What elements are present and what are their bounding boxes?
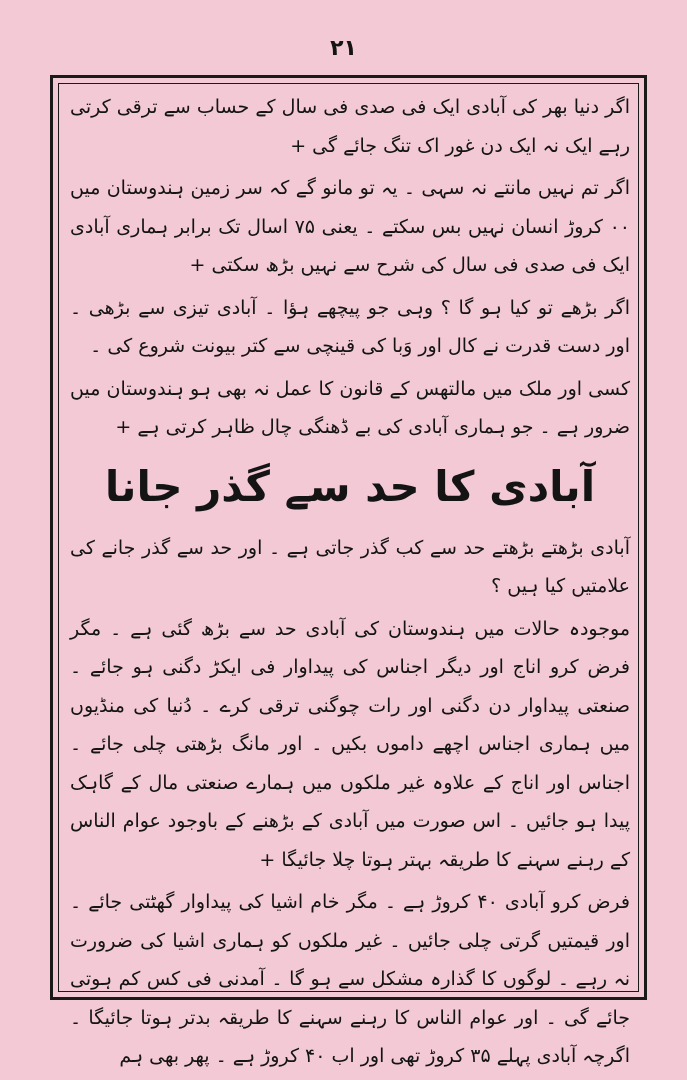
paragraph: کسی اور ملک میں مالتھس کے قانون کا عمل نہ بھی ہو ہندوستان میں ضرور ہے ۔ جو ہماری آبادی کی بے ڈھنگی چال ظاہر کرتی ہے + [70, 377, 630, 438]
paragraph: موجودہ حالات میں ہندوستان کی آبادی حد سے بڑھ گئی ہے ۔ مگر فرض کرو اناج اور دیگر اجناس کی پیداوار فی ایکڑ دگنی ہو جائے ۔ صنعتی پیداوار دن دگنی اور رات چوگنی ترقی کرے ۔ دُنیا کی منڈیوں میں ہماری اجناس اچھے داموں بکیں ۔ اور مانگ بڑھتی چلی جائے ۔ اجناس اور اناج کے علاوہ غیر ملکوں میں ہمارے صنعتی مال کے گاہک پیدا ہو جائیں ۔ اس صورت میں آبادی کے بڑھنے کے باوجود عوام الناس کے رہنے سہنے کا طریقہ بہتر ہوتا چلا جائیگا + [70, 617, 630, 871]
paragraph: اگر بڑھے تو کیا ہو گا ؟ وہی جو پیچھے ہؤا ۔ آبادی تیزی سے بڑھی ۔ اور دست قدرت نے کال اور وَبا کی قینچی سے کتر بیونت شروع کی ۔ [70, 296, 630, 357]
paragraph: اگر دنیا بھر کی آبادی ایک فی صدی فی سال کے حساب سے ترقی کرتی رہے ایک نہ ایک دن غور اک تنگ جائے گی + [70, 96, 630, 157]
page-number: ۲۱ [330, 36, 357, 61]
paragraph: اگر تم نہیں مانتے نہ سہی ۔ یہ تو مانو گے کہ سر زمین ہندوستان میں ۰۰ کروڑ انسان نہیں بس سکتے ۔ یعنی ۷۵ اسال تک برابر ہماری آبادی ایک فی صدی فی سال کی شرح سے نہیں بڑھ سکتی + [70, 177, 630, 276]
page-content [70, 88, 630, 1076]
paragraph: فرض کرو آبادی ۴۰ کروڑ ہے ۔ مگر خام اشیا کی پیداوار گھٹتی جائے ۔ اور قیمتیں گرتی چلی جائیں ۔ غیر ملکوں کو ہماری اشیا کی ضرورت نہ رہے ۔ لوگوں کا گذارہ مشکل سے ہو گا ۔ آمدنی فی کس کم ہوتی جائے گی ۔ اور عوام الناس کا رہنے سہنے کا طریقہ بدتر ہوتا جائیگا ۔ اگرچہ آبادی پہلے ۳۵ کروڑ تھی اور اب ۴۰ کروڑ ہے ۔ پھر بھی ہم [70, 891, 630, 1067]
paragraph: آبادی بڑھتے بڑھتے حد سے کب گذر جاتی ہے ۔ اور حد سے گذر جانے کی علامتیں کیا ہیں ؟ [70, 536, 630, 597]
section-heading: آبادی کا حد سے گذر جانا [104, 461, 596, 511]
